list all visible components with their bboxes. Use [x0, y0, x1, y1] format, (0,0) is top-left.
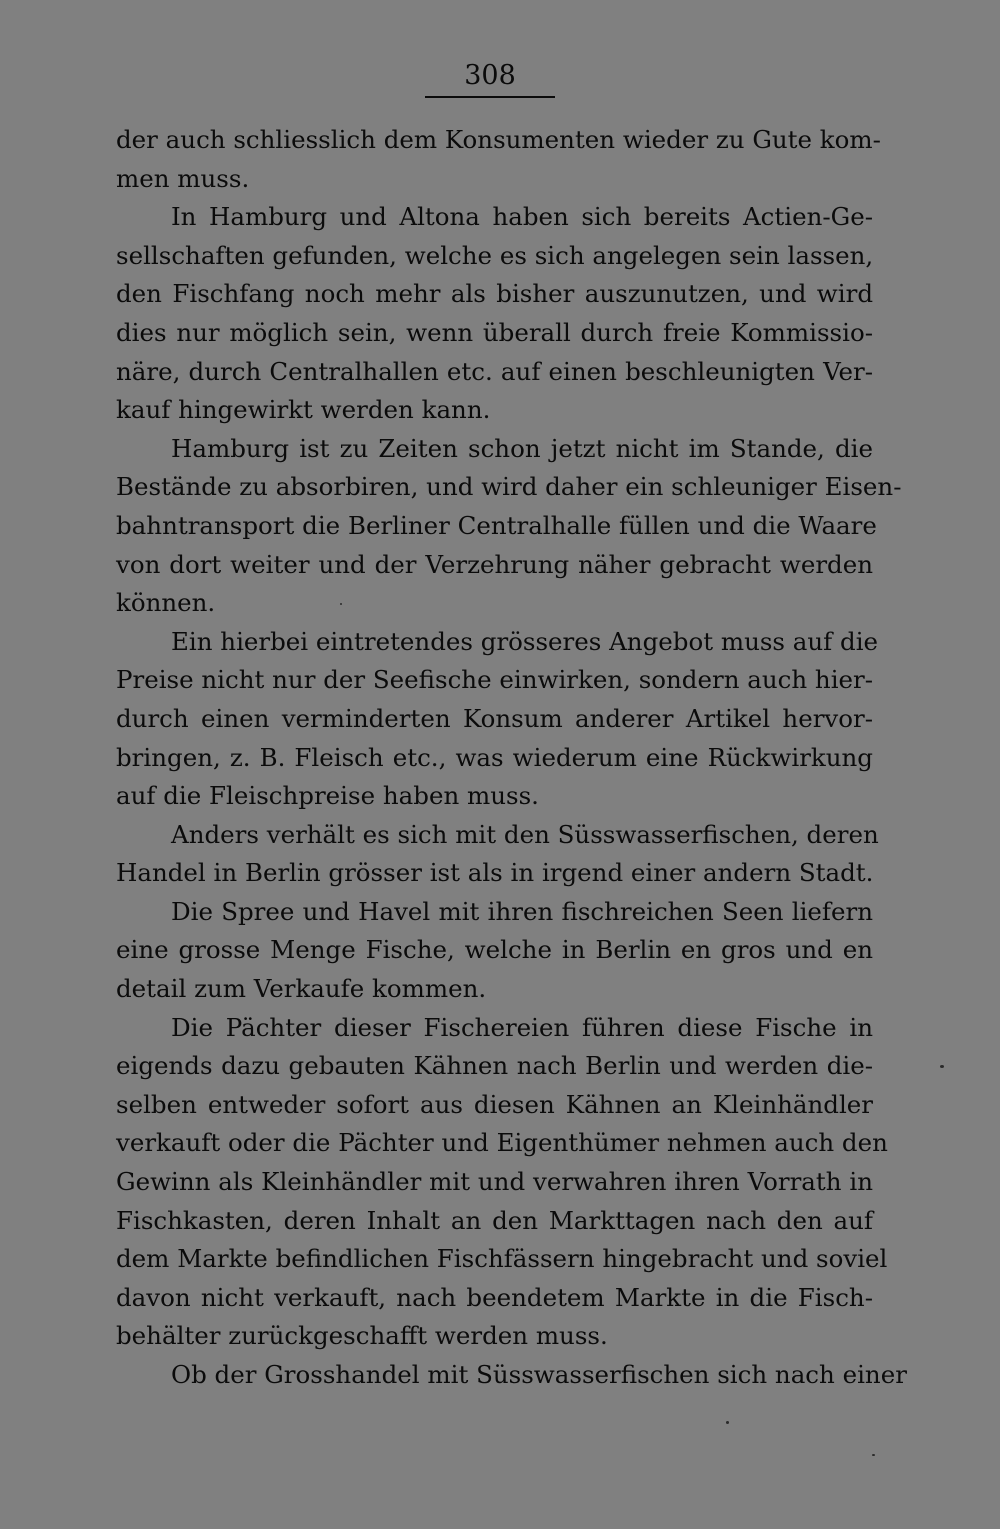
- text-line: behälter zurückgeschafft werden muss.: [116, 1321, 608, 1351]
- page-number: 308: [464, 60, 516, 91]
- text-line: Anders verhält es sich mit den Süsswasserfischen, deren: [171, 819, 879, 849]
- text-line: detail zum Verkaufe kommen.: [116, 974, 487, 1004]
- text-line: Bestände zu absorbiren, und wird daher ein schleuniger Eisen-: [116, 472, 902, 502]
- text-line: davon nicht verkauft, nach beendetem Markte in die Fisch-: [116, 1282, 873, 1312]
- text-line: bringen, z. B. Fleisch etc., was wiederum eine Rückwirkung: [116, 742, 873, 772]
- text-line: Hamburg ist zu Zeiten schon jetzt nicht im Stande, die: [171, 433, 873, 463]
- text-line: Ob der Grosshandel mit Süsswasserfischen sich nach einer: [171, 1360, 907, 1389]
- text-line: auf die Fleischpreise haben muss.: [116, 781, 539, 811]
- text-line: eine grosse Menge Fische, welche in Berlin en gros und en: [116, 935, 873, 965]
- text-line: Gewinn als Kleinhändler mit und verwahren ihren Vorrath in: [116, 1167, 873, 1197]
- text-line: den Fischfang noch mehr als bisher auszunutzen, und wird: [116, 279, 873, 309]
- text-line: Ein hierbei eintretendes grösseres Angebot muss auf die: [171, 626, 879, 656]
- scan-speck: [940, 1065, 944, 1068]
- text-line: eigends dazu gebauten Kähnen nach Berlin und werden die-: [116, 1051, 873, 1081]
- text-line: Fischkasten, deren Inhalt an den Markttagen nach den auf: [116, 1205, 873, 1235]
- text-line: selben entweder sofort aus diesen Kähnen an Kleinhändler: [116, 1089, 873, 1119]
- text-line: von dort weiter und der Verzehrung näher gebracht werden: [116, 549, 873, 579]
- text-line: sellschaften gefunden, welche es sich angelegen sein lassen,: [116, 240, 874, 270]
- text-line: näre, durch Centralhallen etc. auf einen beschleunigten Ver-: [116, 356, 873, 386]
- text-line: dies nur möglich sein, wenn überall durch freie Kommissio-: [116, 317, 873, 347]
- text-line: Die Pächter dieser Fischereien führen diese Fische in: [171, 1012, 873, 1042]
- text-line: men muss.: [116, 163, 250, 193]
- text-line: Die Spree und Havel mit ihren fischreichen Seen liefern: [171, 896, 873, 926]
- text-line: durch einen verminderten Konsum anderer Artikel hervor-: [116, 703, 873, 733]
- scan-speck: [340, 603, 342, 605]
- text-line: kauf hingewirkt werden kann.: [116, 395, 491, 425]
- text-line: können.: [116, 588, 216, 618]
- text-line: Handel in Berlin grösser ist als in irgend einer andern Stadt.: [116, 858, 874, 888]
- scan-speck: [726, 1421, 729, 1424]
- text-line: bahntransport die Berliner Centralhalle füllen und die Waare: [116, 510, 877, 540]
- text-line: dem Markte befindlichen Fischfässern hingebracht und soviel: [116, 1244, 888, 1274]
- header-rule: [425, 96, 555, 98]
- body-text: [116, 121, 907, 1395]
- text-line: In Hamburg und Altona haben sich bereits Actien-Ge-: [171, 202, 873, 232]
- text-line: Preise nicht nur der Seefische einwirken, sondern auch hier-: [116, 665, 874, 695]
- text-line: der auch schliesslich dem Konsumenten wieder zu Gute kom-: [116, 125, 881, 154]
- scan-speck: [872, 1454, 875, 1456]
- text-line: verkauft oder die Pächter und Eigenthümer nehmen auch den: [116, 1128, 888, 1158]
